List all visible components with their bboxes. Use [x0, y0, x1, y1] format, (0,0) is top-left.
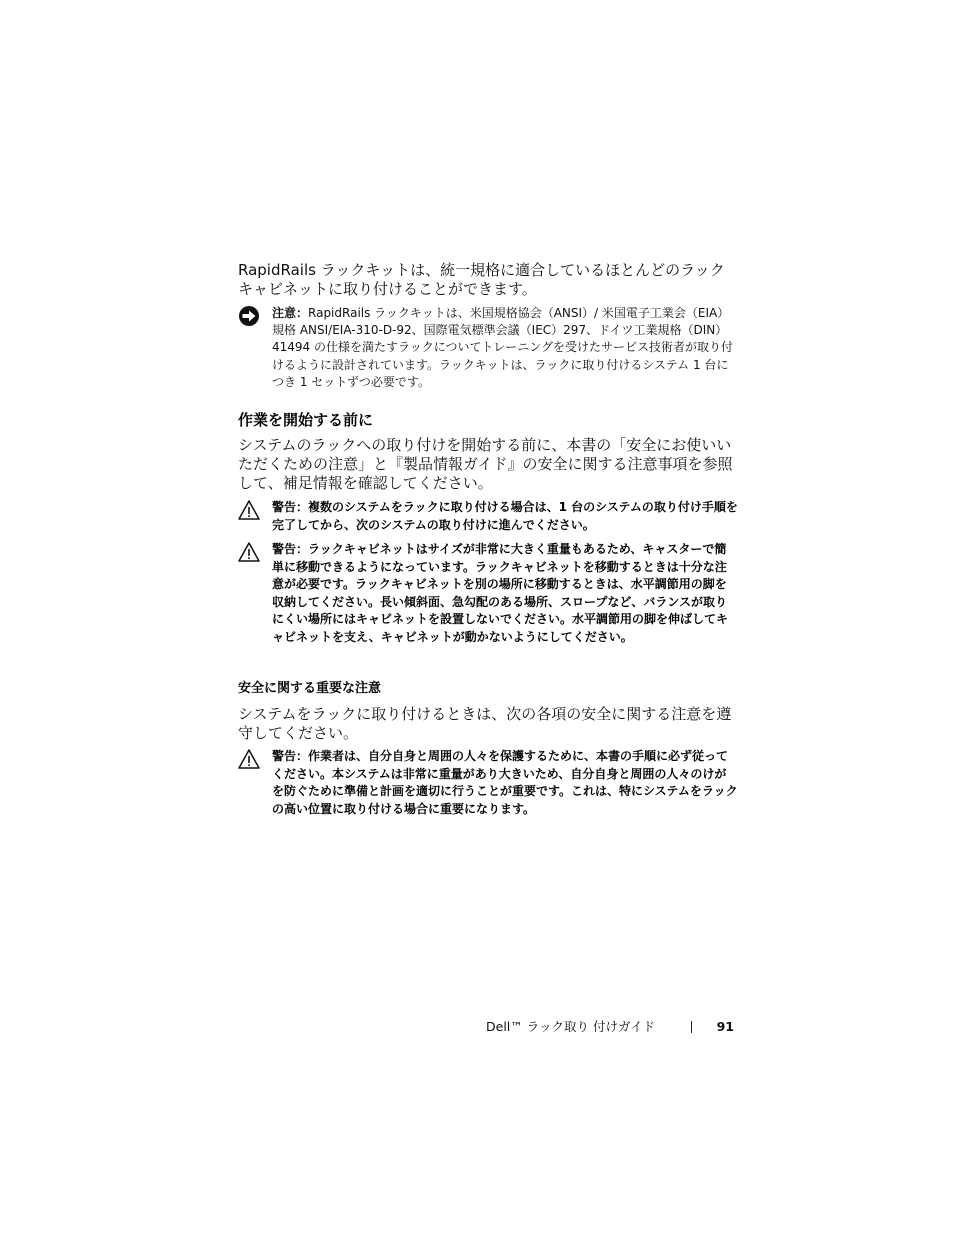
notice-label: 注意： [272, 306, 309, 320]
section-heading-safety: 安全に関する重要な注意 [238, 681, 382, 696]
warning-body-1: 複数のシステムをラックに取り付ける場合は、1 台のシステムの取り付け手順を完了してから、次のシステムの取り付けに進んでください。 [272, 500, 738, 532]
warning-body-2: ラックキャビネットはサイズが非常に大きく重量もあるため、キャスターで簡単に移動できるようになっています。ラックキャビネットを移動するときは十分な注意が必要です。ラックキャビネットを別の場所に移動するときは、水平調節用の脚を収納してください。長い傾斜面、急勾配のある場所、スロープなど、バランスが取りにくい場所にはキャビネットを設置しないでください。水平調節用の脚を伸ばしてキャビネットを支え、キャビネットが動かないようにしてください。 [272, 542, 729, 644]
warning-label-1: 警告： [272, 500, 309, 514]
section-heading-before-you-begin: 作業を開始する前に [238, 411, 374, 429]
before-you-begin-paragraph: システムのラックへの取り付けを開始する前に、本書の「安全にお使いいただくための注意」と『製品情報ガイド』の安全に関する注意事項を参照して、補足情報を確認してください。 [238, 436, 733, 492]
notice-callout [238, 305, 738, 393]
notice-body: RapidRails ラックキットは、米国規格協会（ANSI）/ 米国電子工業会（EIA）規格 ANSI/EIA-310-D-92、国際電気標準会議（IEC）297、ドイツ工業規格（DIN）41494 の仕様を満たすラックについてトレーニングを受けたサービス技術者が取り付けるように設計されています。ラックキットは、ラックに取り付けるシステム 1 台につき 1 セットずつ必要です。 [272, 306, 734, 389]
warning-callout-2 [238, 541, 738, 665]
warning-body-3: 作業者は、自分自身と周囲の人々を保護するために、本書の手順に必ず従ってください。本システムは非常に重量があり大きいため、自分自身と周囲の人々のけがを防ぐために準備と計画を適切に行うことが重要です。これは、特にシステムをラックの高い位置に取り付ける場合に重要になります。 [272, 749, 738, 816]
warning-callout-1 [238, 499, 738, 535]
footer-title: Dell™ ラック取り 付けガイド [486, 1019, 656, 1034]
footer-separator [691, 1021, 692, 1033]
page-footer [486, 1017, 736, 1037]
warning-triangle-icon [238, 541, 260, 563]
warning-text-2 [272, 541, 738, 646]
safety-paragraph: システムをラックに取り付けるときは、次の各項の安全に関する注意を遵守してください。 [238, 705, 732, 742]
warning-label-2: 警告： [272, 542, 309, 556]
warning-text-1 [272, 499, 738, 534]
notice-text [272, 305, 738, 391]
warning-label-3: 警告： [272, 749, 309, 763]
intro-paragraph: RapidRails ラックキットは、統一規格に適合しているほとんどのラックキャビネットに取り付けることができます。 [238, 261, 725, 298]
page-number: 91 [716, 1019, 734, 1034]
warning-callout-3 [238, 748, 738, 838]
warning-triangle-icon [238, 499, 260, 521]
warning-text-3 [272, 748, 738, 818]
warning-triangle-icon [238, 748, 260, 770]
notice-icon [238, 305, 260, 327]
